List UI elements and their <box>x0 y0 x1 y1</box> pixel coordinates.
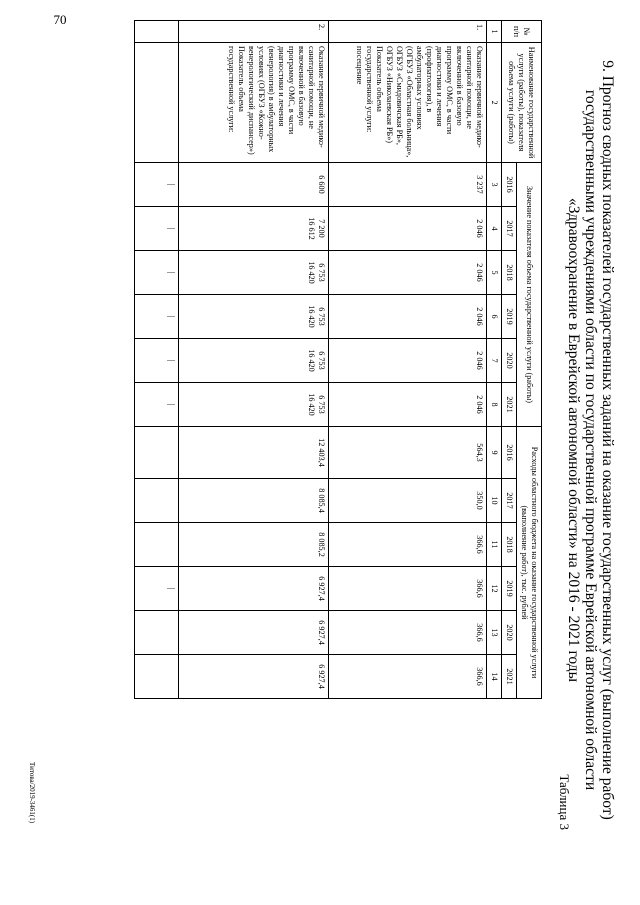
budget-cell <box>135 479 179 523</box>
volume-cell: 2 046 <box>329 383 487 427</box>
header-year: 2017 <box>502 479 517 523</box>
header-year: 2020 <box>502 611 517 655</box>
header-budget-group: Расходы областного бюджета на оказание государственной услуги (выполнение работ), тыс. рублей <box>517 427 542 699</box>
title-line-1: 9. Прогноз сводных показателей государственных заданий на оказание государственных услуг (выполнение работ) <box>599 60 616 820</box>
row-num: 1. <box>329 21 487 43</box>
col-number: 3 <box>487 163 502 207</box>
column-number-row <box>487 21 502 699</box>
volume-cell: | <box>135 339 179 383</box>
volume-cell: | <box>135 295 179 339</box>
volume-cell: 6 753 16 420 <box>179 383 329 427</box>
budget-cell: | <box>135 567 179 611</box>
forecast-table <box>134 20 542 699</box>
col-number: 4 <box>487 207 502 251</box>
row-num: 2. <box>179 21 329 43</box>
row-name: Оказание первичной медико-санитарной помощи, не включенной в базовую программу ОМС, в части диагностики и лечения (венерология) в амбулаторных условиях (ОГБУЗ «Кожно-венерологический диспансер») Показатель объема государственной услуги: <box>179 43 329 163</box>
header-year: 2018 <box>502 251 517 295</box>
table-label: Таблица 3 <box>557 774 572 830</box>
budget-cell: 366,6 <box>329 567 487 611</box>
col-number: 11 <box>487 523 502 567</box>
header-year: 2021 <box>502 655 517 699</box>
budget-cell: 366,6 <box>329 655 487 699</box>
title-line-3: «Здравоохранение в Еврейской автономной области» на 2016 - 2021 годы <box>565 197 582 683</box>
title-line-2: государственными учреждениями области по государственной программе Еврейской автономной области <box>582 89 599 791</box>
col-number: 13 <box>487 611 502 655</box>
budget-cell: 8 085,4 <box>179 479 329 523</box>
col-number: 12 <box>487 567 502 611</box>
header-year: 2021 <box>502 383 517 427</box>
budget-cell: 6 927,4 <box>179 567 329 611</box>
budget-cell <box>135 523 179 567</box>
col-number: 9 <box>487 427 502 479</box>
col-number: 1 <box>487 21 502 43</box>
header-year: 2016 <box>502 427 517 479</box>
page-number: 70 <box>53 12 67 27</box>
header-num: № п/п <box>502 21 542 43</box>
row-name: Оказание первичной медико-санитарной помощи, не включенной в базовую программу ОМС, в части диагностики и лечения (профпатология), в амбулаторных условиях (ОГБУЗ «Областная больница», ОГБУЗ «Смидовичская РБ», ОГБУЗ «Николаевская РБ») Показатель объема государственной услуги: посещение <box>329 43 487 163</box>
table-row <box>329 21 487 699</box>
document-title <box>565 60 616 820</box>
volume-cell: 3 237 <box>329 163 487 207</box>
budget-cell: 564,3 <box>329 427 487 479</box>
document-footer: Титова/2019-3461(1) <box>28 762 36 824</box>
budget-cell <box>135 611 179 655</box>
budget-cell: 366,6 <box>329 523 487 567</box>
volume-cell: 6 753 16 420 <box>179 251 329 295</box>
volume-cell: 2 046 <box>329 295 487 339</box>
header-year: 2017 <box>502 207 517 251</box>
volume-cell: 2 046 <box>329 251 487 295</box>
volume-cell: | <box>135 163 179 207</box>
budget-cell: 8 085,2 <box>179 523 329 567</box>
budget-cell <box>135 427 179 479</box>
volume-cell: | <box>135 383 179 427</box>
col-number: 10 <box>487 479 502 523</box>
header-year: 2019 <box>502 295 517 339</box>
header-volume-group: Значение показателя объема государственной услуги (работы) <box>517 163 542 427</box>
col-number: 6 <box>487 295 502 339</box>
header-year: 2018 <box>502 523 517 567</box>
table-row <box>179 21 329 699</box>
row-name <box>135 43 179 163</box>
budget-cell: 6 927,4 <box>179 655 329 699</box>
budget-cell: 6 927,4 <box>179 611 329 655</box>
col-number: 2 <box>487 43 502 163</box>
header-year: 2019 <box>502 567 517 611</box>
row-num <box>135 21 179 43</box>
volume-cell: | <box>135 207 179 251</box>
volume-cell: 2 046 <box>329 339 487 383</box>
header-year: 2020 <box>502 339 517 383</box>
budget-cell <box>135 655 179 699</box>
budget-cell: 12 403,4 <box>179 427 329 479</box>
table-row <box>135 21 179 699</box>
col-number: 5 <box>487 251 502 295</box>
volume-cell: | <box>135 251 179 295</box>
budget-cell: 366,6 <box>329 611 487 655</box>
header-name: Наименование государственной услуги (работы), показателя объема услуги (работы) <box>502 43 542 163</box>
volume-cell: 7 200 16 612 <box>179 207 329 251</box>
header-year: 2016 <box>502 163 517 207</box>
col-number: 8 <box>487 383 502 427</box>
col-number: 14 <box>487 655 502 699</box>
col-number: 7 <box>487 339 502 383</box>
volume-cell: 2 046 <box>329 207 487 251</box>
volume-cell: 6 753 16 420 <box>179 339 329 383</box>
budget-cell: 350,0 <box>329 479 487 523</box>
volume-cell: 6 753 16 420 <box>179 295 329 339</box>
volume-cell: 6 600 <box>179 163 329 207</box>
